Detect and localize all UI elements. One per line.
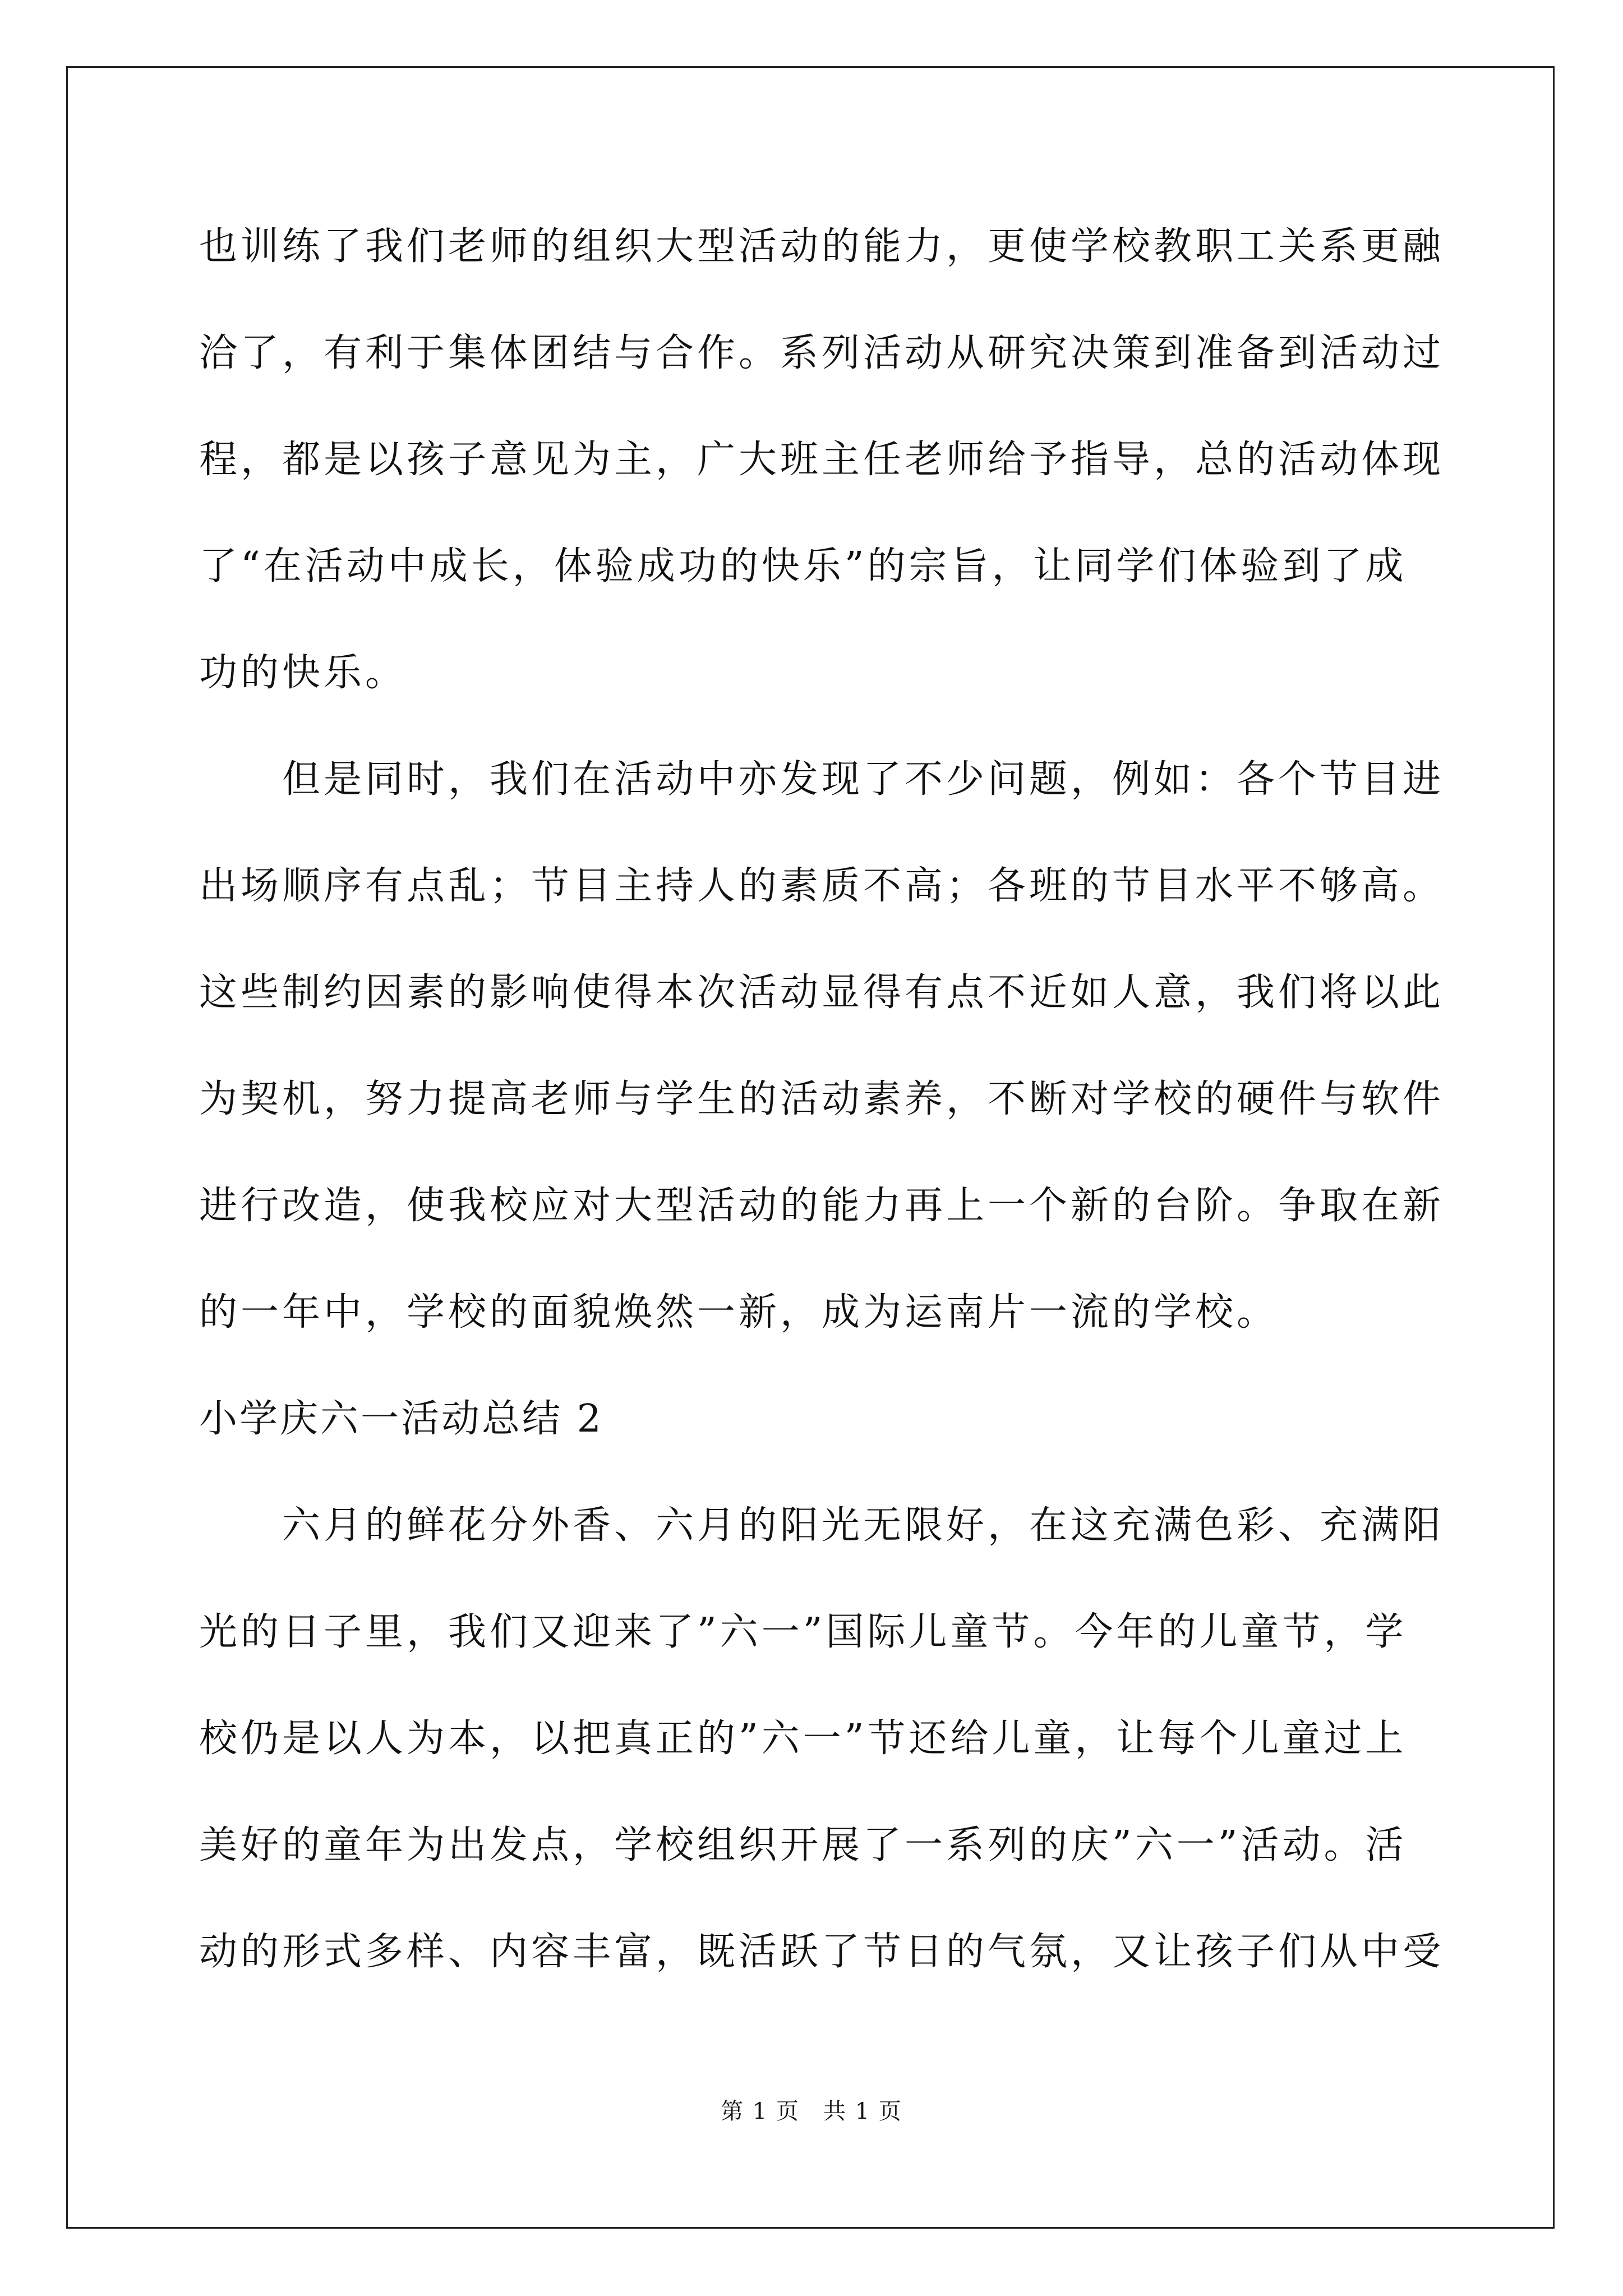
paragraph-first-line: 六月的鲜花分外香、六月的阳光无限好，在这充满色彩、充满阳 [282,1503,1445,1548]
section-heading: 小学庆六一活动总结 2 [199,1397,603,1441]
text-line: 出场顺序有点乱；节目主持人的素质不高；各班的节目水平不够高。 [199,864,1445,908]
page-number: 第 1 页 共 1 页 [721,2099,902,2124]
text-line: 校仍是以人为本，以把真正的”六一”节还给儿童，让每个儿童过上 [199,1717,1407,1761]
text-line: 也训练了我们老师的组织大型活动的能力，更使学校教职工关系更融 [199,224,1445,269]
text-line: 这些制约因素的影响使得本次活动显得有点不近如人意，我们将以此 [199,970,1445,1015]
text-line: 动的形式多样、内容丰富，既活跃了节日的气氛，又让孩子们从中受 [199,1930,1445,1974]
text-line: 光的日子里，我们又迎来了”六一”国际儿童节。今年的儿童节，学 [199,1610,1407,1654]
text-line: 的一年中，学校的面貌焕然一新，成为运南片一流的学校。 [199,1290,1279,1335]
text-line: 了“在活动中成长，体验成功的快乐”的宗旨，让同学们体验到了成 [199,544,1407,588]
paragraph-first-line: 但是同时，我们在活动中亦发现了不少问题，例如：各个节目进 [282,757,1445,802]
text-line: 进行改造，使我校应对大型活动的能力再上一个新的台阶。争取在新 [199,1184,1445,1228]
text-line: 美好的童年为出发点，学校组织开展了一系列的庆”六一”活动。活 [199,1823,1407,1867]
text-line: 功的快乐。 [199,651,407,695]
text-line: 洽了，有利于集体团结与合作。系列活动从研究决策到准备到活动过 [199,331,1445,375]
text-line: 为契机，努力提高老师与学生的活动素养，不断对学校的硬件与软件 [199,1077,1445,1121]
text-line: 程，都是以孩子意见为主，广大班主任老师给予指导，总的活动体现 [199,438,1445,482]
document-body [199,219,1445,2031]
